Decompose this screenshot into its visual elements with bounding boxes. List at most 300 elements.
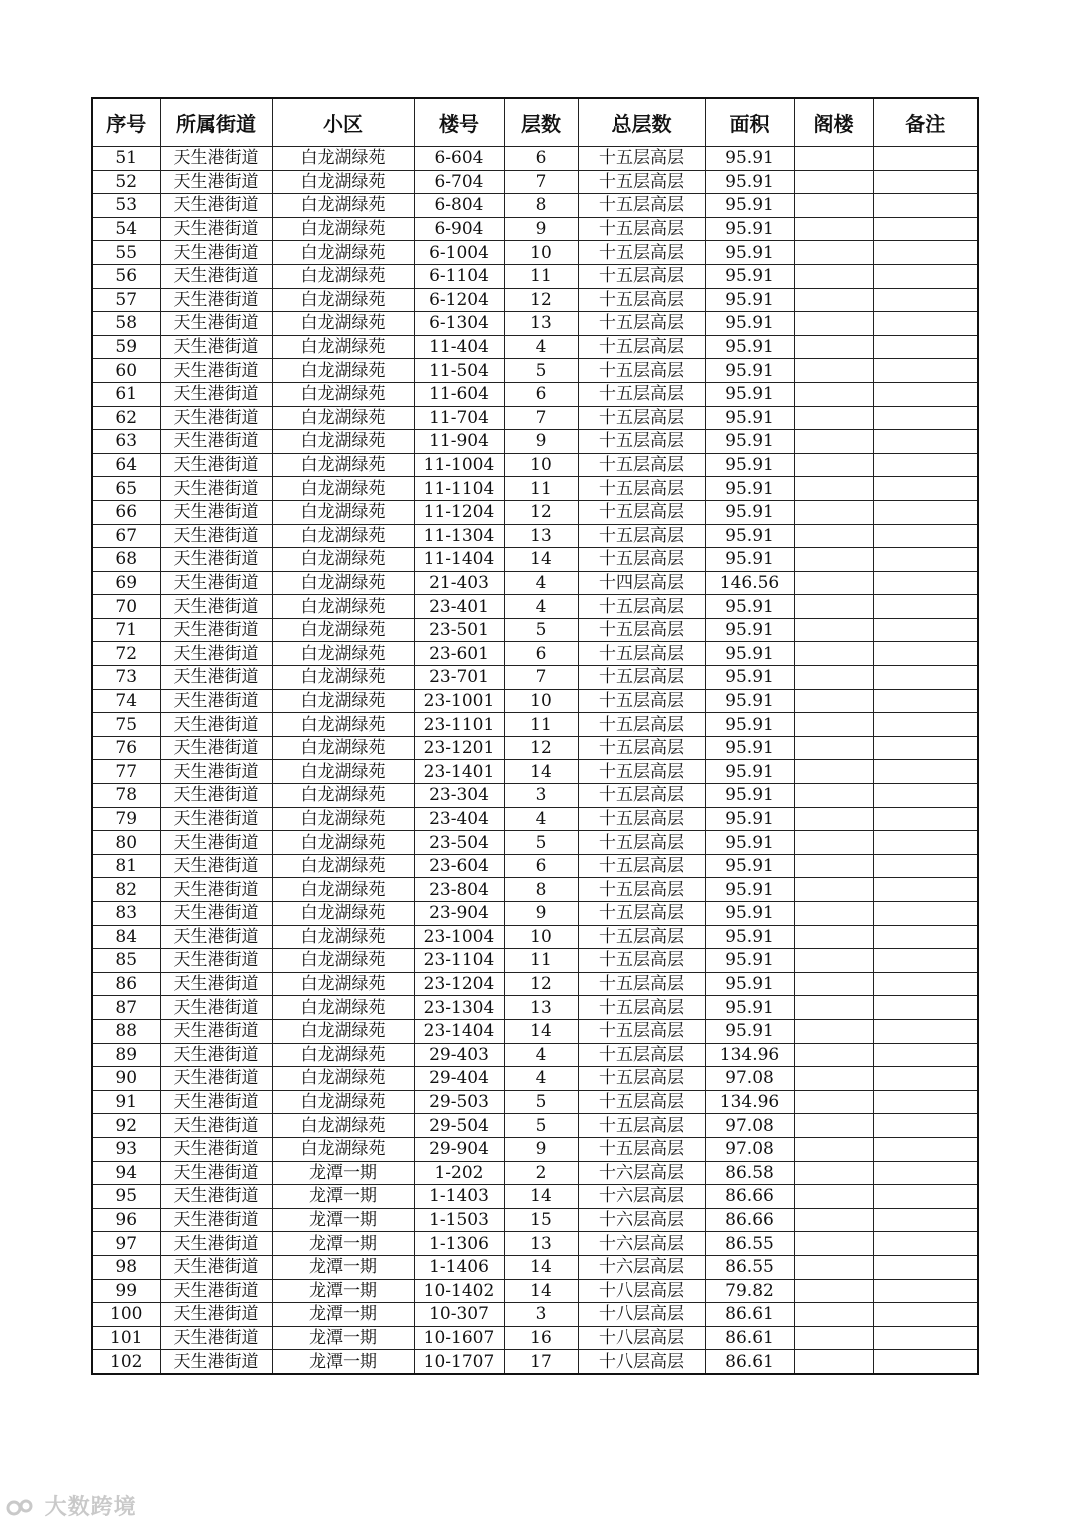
cell-unit-no: 23-1401 (414, 760, 504, 784)
cell-unit-no: 23-1004 (414, 925, 504, 949)
cell-area: 95.91 (705, 878, 794, 902)
cell-seq: 102 (92, 1350, 160, 1374)
header-community: 小区 (272, 98, 414, 147)
cell-remarks (873, 382, 978, 406)
cell-unit-no: 6-604 (414, 147, 504, 171)
cell-community: 白龙湖绿苑 (272, 689, 414, 713)
cell-area: 95.91 (705, 359, 794, 383)
cell-total-floors: 十五层高层 (578, 430, 705, 454)
cell-floor: 3 (504, 1303, 578, 1327)
cell-remarks (873, 854, 978, 878)
cell-floor: 6 (504, 382, 578, 406)
cell-floor: 4 (504, 571, 578, 595)
cell-area: 95.91 (705, 618, 794, 642)
cell-unit-no: 1-1403 (414, 1185, 504, 1209)
cell-unit-no: 1-1306 (414, 1232, 504, 1256)
table-row (92, 807, 978, 831)
cell-community: 白龙湖绿苑 (272, 1067, 414, 1091)
cell-floor: 6 (504, 147, 578, 171)
cell-community: 白龙湖绿苑 (272, 854, 414, 878)
cell-community: 龙潭一期 (272, 1350, 414, 1374)
cell-total-floors: 十五层高层 (578, 831, 705, 855)
cell-attic (794, 1114, 873, 1138)
cell-total-floors: 十四层高层 (578, 571, 705, 595)
cell-floor: 14 (504, 548, 578, 572)
cell-attic (794, 288, 873, 312)
table-row (92, 784, 978, 808)
cell-floor: 4 (504, 1043, 578, 1067)
table-row (92, 854, 978, 878)
cell-community: 白龙湖绿苑 (272, 453, 414, 477)
cell-area: 95.91 (705, 1019, 794, 1043)
cell-area: 95.91 (705, 902, 794, 926)
cell-remarks (873, 1208, 978, 1232)
cell-seq: 93 (92, 1137, 160, 1161)
cell-unit-no: 23-1104 (414, 949, 504, 973)
cell-area: 146.56 (705, 571, 794, 595)
cell-floor: 4 (504, 1067, 578, 1091)
cell-community: 白龙湖绿苑 (272, 406, 414, 430)
cell-floor: 9 (504, 1137, 578, 1161)
cell-area: 95.91 (705, 831, 794, 855)
cell-total-floors: 十八层高层 (578, 1326, 705, 1350)
header-attic: 阁楼 (794, 98, 873, 147)
cell-area: 86.61 (705, 1350, 794, 1374)
cell-community: 白龙湖绿苑 (272, 500, 414, 524)
cell-remarks (873, 831, 978, 855)
cell-remarks (873, 170, 978, 194)
cell-total-floors: 十五层高层 (578, 147, 705, 171)
cell-community: 龙潭一期 (272, 1232, 414, 1256)
cell-total-floors: 十五层高层 (578, 618, 705, 642)
cell-seq: 59 (92, 335, 160, 359)
cell-total-floors: 十五层高层 (578, 642, 705, 666)
cell-remarks (873, 736, 978, 760)
cell-total-floors: 十五层高层 (578, 807, 705, 831)
cell-total-floors: 十五层高层 (578, 264, 705, 288)
cell-unit-no: 11-1404 (414, 548, 504, 572)
cell-street: 天生港街道 (160, 666, 272, 690)
cell-seq: 65 (92, 477, 160, 501)
cell-attic (794, 1067, 873, 1091)
cell-floor: 10 (504, 689, 578, 713)
cell-floor: 11 (504, 264, 578, 288)
cell-street: 天生港街道 (160, 736, 272, 760)
cell-street: 天生港街道 (160, 689, 272, 713)
cell-attic (794, 170, 873, 194)
cell-total-floors: 十五层高层 (578, 713, 705, 737)
cell-total-floors: 十五层高层 (578, 241, 705, 265)
cell-seq: 56 (92, 264, 160, 288)
cell-attic (794, 453, 873, 477)
cell-seq: 60 (92, 359, 160, 383)
cell-remarks (873, 784, 978, 808)
cell-remarks (873, 217, 978, 241)
table-row (92, 1185, 978, 1209)
table-row (92, 878, 978, 902)
cell-community: 白龙湖绿苑 (272, 288, 414, 312)
cell-unit-no: 10-1607 (414, 1326, 504, 1350)
cell-street: 天生港街道 (160, 1303, 272, 1327)
cell-attic (794, 807, 873, 831)
cell-seq: 95 (92, 1185, 160, 1209)
cell-total-floors: 十五层高层 (578, 1019, 705, 1043)
cell-remarks (873, 925, 978, 949)
cell-remarks (873, 642, 978, 666)
cell-street: 天生港街道 (160, 807, 272, 831)
header-unit-no: 楼号 (414, 98, 504, 147)
cell-unit-no: 29-904 (414, 1137, 504, 1161)
cell-area: 79.82 (705, 1279, 794, 1303)
cell-community: 白龙湖绿苑 (272, 264, 414, 288)
cell-community: 白龙湖绿苑 (272, 1090, 414, 1114)
cell-attic (794, 217, 873, 241)
cell-floor: 6 (504, 854, 578, 878)
cell-floor: 14 (504, 1185, 578, 1209)
cell-remarks (873, 760, 978, 784)
cell-street: 天生港街道 (160, 1326, 272, 1350)
cell-attic (794, 264, 873, 288)
table-row (92, 335, 978, 359)
table-row (92, 359, 978, 383)
cell-attic (794, 902, 873, 926)
cell-community: 龙潭一期 (272, 1208, 414, 1232)
cell-street: 天生港街道 (160, 854, 272, 878)
cell-street: 天生港街道 (160, 477, 272, 501)
cell-seq: 85 (92, 949, 160, 973)
cell-unit-no: 11-1004 (414, 453, 504, 477)
cell-unit-no: 23-1001 (414, 689, 504, 713)
cell-remarks (873, 1019, 978, 1043)
cell-attic (794, 784, 873, 808)
cell-community: 白龙湖绿苑 (272, 1043, 414, 1067)
cell-total-floors: 十五层高层 (578, 382, 705, 406)
cell-attic (794, 854, 873, 878)
cell-attic (794, 878, 873, 902)
cell-unit-no: 23-601 (414, 642, 504, 666)
cell-floor: 11 (504, 713, 578, 737)
cell-unit-no: 23-1101 (414, 713, 504, 737)
cell-remarks (873, 902, 978, 926)
cell-attic (794, 359, 873, 383)
table-row (92, 949, 978, 973)
cell-community: 白龙湖绿苑 (272, 194, 414, 218)
watermark-text: 大数跨境 (44, 1495, 137, 1520)
cell-street: 天生港街道 (160, 170, 272, 194)
table-row (92, 902, 978, 926)
cell-total-floors: 十五层高层 (578, 878, 705, 902)
cell-area: 95.91 (705, 241, 794, 265)
cell-floor: 11 (504, 477, 578, 501)
cell-seq: 89 (92, 1043, 160, 1067)
cell-floor: 10 (504, 925, 578, 949)
cell-area: 134.96 (705, 1090, 794, 1114)
table-row (92, 972, 978, 996)
cell-street: 天生港街道 (160, 1067, 272, 1091)
table-row (92, 312, 978, 336)
cell-attic (794, 241, 873, 265)
cell-area: 95.91 (705, 784, 794, 808)
cell-attic (794, 666, 873, 690)
cell-unit-no: 10-307 (414, 1303, 504, 1327)
cell-total-floors: 十五层高层 (578, 949, 705, 973)
cell-area: 95.91 (705, 854, 794, 878)
cell-total-floors: 十五层高层 (578, 1043, 705, 1067)
cell-street: 天生港街道 (160, 453, 272, 477)
cell-street: 天生港街道 (160, 1137, 272, 1161)
cell-street: 天生港街道 (160, 760, 272, 784)
cell-total-floors: 十五层高层 (578, 359, 705, 383)
cell-unit-no: 6-1304 (414, 312, 504, 336)
cell-area: 95.91 (705, 736, 794, 760)
cell-street: 天生港街道 (160, 784, 272, 808)
cell-area: 95.91 (705, 430, 794, 454)
cell-remarks (873, 1303, 978, 1327)
cell-floor: 5 (504, 1114, 578, 1138)
cell-total-floors: 十五层高层 (578, 312, 705, 336)
cell-remarks (873, 406, 978, 430)
table-row (92, 241, 978, 265)
table-row (92, 264, 978, 288)
cell-street: 天生港街道 (160, 382, 272, 406)
cell-remarks (873, 595, 978, 619)
cell-total-floors: 十五层高层 (578, 666, 705, 690)
cell-total-floors: 十五层高层 (578, 548, 705, 572)
cell-total-floors: 十五层高层 (578, 760, 705, 784)
cell-area: 95.91 (705, 477, 794, 501)
cell-area: 95.91 (705, 595, 794, 619)
cell-community: 白龙湖绿苑 (272, 713, 414, 737)
cell-attic (794, 996, 873, 1020)
cell-floor: 7 (504, 170, 578, 194)
cell-street: 天生港街道 (160, 1232, 272, 1256)
cell-street: 天生港街道 (160, 1161, 272, 1185)
cell-unit-no: 10-1402 (414, 1279, 504, 1303)
cell-seq: 82 (92, 878, 160, 902)
cell-remarks (873, 359, 978, 383)
cell-attic (794, 949, 873, 973)
cell-unit-no: 23-504 (414, 831, 504, 855)
table-row (92, 500, 978, 524)
cell-unit-no: 23-404 (414, 807, 504, 831)
cell-unit-no: 6-1004 (414, 241, 504, 265)
cell-total-floors: 十六层高层 (578, 1208, 705, 1232)
header-seq: 序号 (92, 98, 160, 147)
cell-area: 95.91 (705, 524, 794, 548)
cell-seq: 87 (92, 996, 160, 1020)
cell-community: 白龙湖绿苑 (272, 736, 414, 760)
cell-community: 白龙湖绿苑 (272, 925, 414, 949)
cell-remarks (873, 1090, 978, 1114)
table-row (92, 713, 978, 737)
cell-attic (794, 1326, 873, 1350)
cell-floor: 8 (504, 194, 578, 218)
cell-attic (794, 642, 873, 666)
cell-attic (794, 689, 873, 713)
cell-floor: 9 (504, 902, 578, 926)
cell-total-floors: 十五层高层 (578, 1090, 705, 1114)
cell-street: 天生港街道 (160, 1279, 272, 1303)
cell-area: 95.91 (705, 925, 794, 949)
cell-total-floors: 十五层高层 (578, 477, 705, 501)
cell-floor: 9 (504, 217, 578, 241)
cell-unit-no: 6-1204 (414, 288, 504, 312)
cell-seq: 53 (92, 194, 160, 218)
cell-area: 95.91 (705, 972, 794, 996)
cell-total-floors: 十五层高层 (578, 194, 705, 218)
cell-area: 95.91 (705, 406, 794, 430)
cell-attic (794, 1185, 873, 1209)
cell-seq: 100 (92, 1303, 160, 1327)
cell-attic (794, 1208, 873, 1232)
cell-area: 95.91 (705, 264, 794, 288)
cell-unit-no: 23-804 (414, 878, 504, 902)
cell-community: 龙潭一期 (272, 1326, 414, 1350)
cell-unit-no: 11-1104 (414, 477, 504, 501)
cell-street: 天生港街道 (160, 312, 272, 336)
table-row (92, 571, 978, 595)
cell-seq: 84 (92, 925, 160, 949)
table-row (92, 689, 978, 713)
cell-floor: 13 (504, 996, 578, 1020)
housing-list-table (91, 97, 979, 1375)
cell-total-floors: 十六层高层 (578, 1232, 705, 1256)
table-row (92, 1350, 978, 1374)
cell-seq: 90 (92, 1067, 160, 1091)
cell-seq: 55 (92, 241, 160, 265)
cell-remarks (873, 666, 978, 690)
cell-street: 天生港街道 (160, 595, 272, 619)
cell-total-floors: 十五层高层 (578, 524, 705, 548)
cell-floor: 6 (504, 642, 578, 666)
cell-street: 天生港街道 (160, 1350, 272, 1374)
cell-seq: 83 (92, 902, 160, 926)
cell-seq: 62 (92, 406, 160, 430)
cell-area: 95.91 (705, 312, 794, 336)
cell-street: 天生港街道 (160, 618, 272, 642)
cell-street: 天生港街道 (160, 147, 272, 171)
watermark (6, 1490, 137, 1521)
cell-attic (794, 1279, 873, 1303)
cell-remarks (873, 878, 978, 902)
cell-floor: 5 (504, 1090, 578, 1114)
cell-community: 白龙湖绿苑 (272, 571, 414, 595)
cell-community: 白龙湖绿苑 (272, 618, 414, 642)
cell-floor: 8 (504, 878, 578, 902)
cell-floor: 5 (504, 618, 578, 642)
cell-total-floors: 十五层高层 (578, 217, 705, 241)
cell-attic (794, 524, 873, 548)
table-row (92, 996, 978, 1020)
cell-floor: 12 (504, 500, 578, 524)
table-row (92, 736, 978, 760)
cell-seq: 101 (92, 1326, 160, 1350)
cell-area: 86.61 (705, 1303, 794, 1327)
cell-unit-no: 23-304 (414, 784, 504, 808)
cell-attic (794, 1090, 873, 1114)
cell-area: 97.08 (705, 1067, 794, 1091)
cell-remarks (873, 571, 978, 595)
cell-seq: 54 (92, 217, 160, 241)
cell-unit-no: 11-704 (414, 406, 504, 430)
cell-remarks (873, 288, 978, 312)
cell-seq: 92 (92, 1114, 160, 1138)
cell-unit-no: 23-1404 (414, 1019, 504, 1043)
cell-total-floors: 十八层高层 (578, 1303, 705, 1327)
cell-total-floors: 十五层高层 (578, 453, 705, 477)
cell-total-floors: 十八层高层 (578, 1350, 705, 1374)
cell-community: 白龙湖绿苑 (272, 147, 414, 171)
cell-community: 白龙湖绿苑 (272, 996, 414, 1020)
cell-seq: 75 (92, 713, 160, 737)
cell-attic (794, 1350, 873, 1374)
cell-community: 白龙湖绿苑 (272, 1114, 414, 1138)
table-row (92, 430, 978, 454)
cell-total-floors: 十五层高层 (578, 1067, 705, 1091)
cell-floor: 7 (504, 406, 578, 430)
cell-area: 95.91 (705, 170, 794, 194)
cell-community: 龙潭一期 (272, 1255, 414, 1279)
cell-seq: 74 (92, 689, 160, 713)
cell-remarks (873, 524, 978, 548)
cell-area: 95.91 (705, 382, 794, 406)
cell-street: 天生港街道 (160, 288, 272, 312)
table-row (92, 170, 978, 194)
table-row (92, 1090, 978, 1114)
cell-area: 86.58 (705, 1161, 794, 1185)
cell-remarks (873, 713, 978, 737)
cell-street: 天生港街道 (160, 524, 272, 548)
table-row (92, 760, 978, 784)
cell-unit-no: 23-904 (414, 902, 504, 926)
cell-remarks (873, 1232, 978, 1256)
cell-area: 86.55 (705, 1255, 794, 1279)
table-row (92, 831, 978, 855)
table-row (92, 217, 978, 241)
cell-unit-no: 6-1104 (414, 264, 504, 288)
cell-street: 天生港街道 (160, 359, 272, 383)
table-row (92, 1232, 978, 1256)
cell-remarks (873, 453, 978, 477)
table-row (92, 406, 978, 430)
cell-total-floors: 十五层高层 (578, 972, 705, 996)
cell-seq: 77 (92, 760, 160, 784)
cell-seq: 58 (92, 312, 160, 336)
cell-street: 天生港街道 (160, 194, 272, 218)
cell-seq: 97 (92, 1232, 160, 1256)
cell-unit-no: 29-504 (414, 1114, 504, 1138)
cell-remarks (873, 1043, 978, 1067)
cell-street: 天生港街道 (160, 713, 272, 737)
cell-floor: 7 (504, 666, 578, 690)
cell-street: 天生港街道 (160, 996, 272, 1020)
cell-area: 95.91 (705, 147, 794, 171)
cell-street: 天生港街道 (160, 1019, 272, 1043)
table-row (92, 1067, 978, 1091)
header-floor: 层数 (504, 98, 578, 147)
cell-community: 白龙湖绿苑 (272, 382, 414, 406)
cell-floor: 14 (504, 1019, 578, 1043)
table-row (92, 548, 978, 572)
cell-attic (794, 1161, 873, 1185)
cell-total-floors: 十五层高层 (578, 996, 705, 1020)
cell-street: 天生港街道 (160, 1208, 272, 1232)
cell-unit-no: 6-704 (414, 170, 504, 194)
cell-seq: 99 (92, 1279, 160, 1303)
cell-attic (794, 548, 873, 572)
cell-attic (794, 925, 873, 949)
cell-floor: 12 (504, 288, 578, 312)
